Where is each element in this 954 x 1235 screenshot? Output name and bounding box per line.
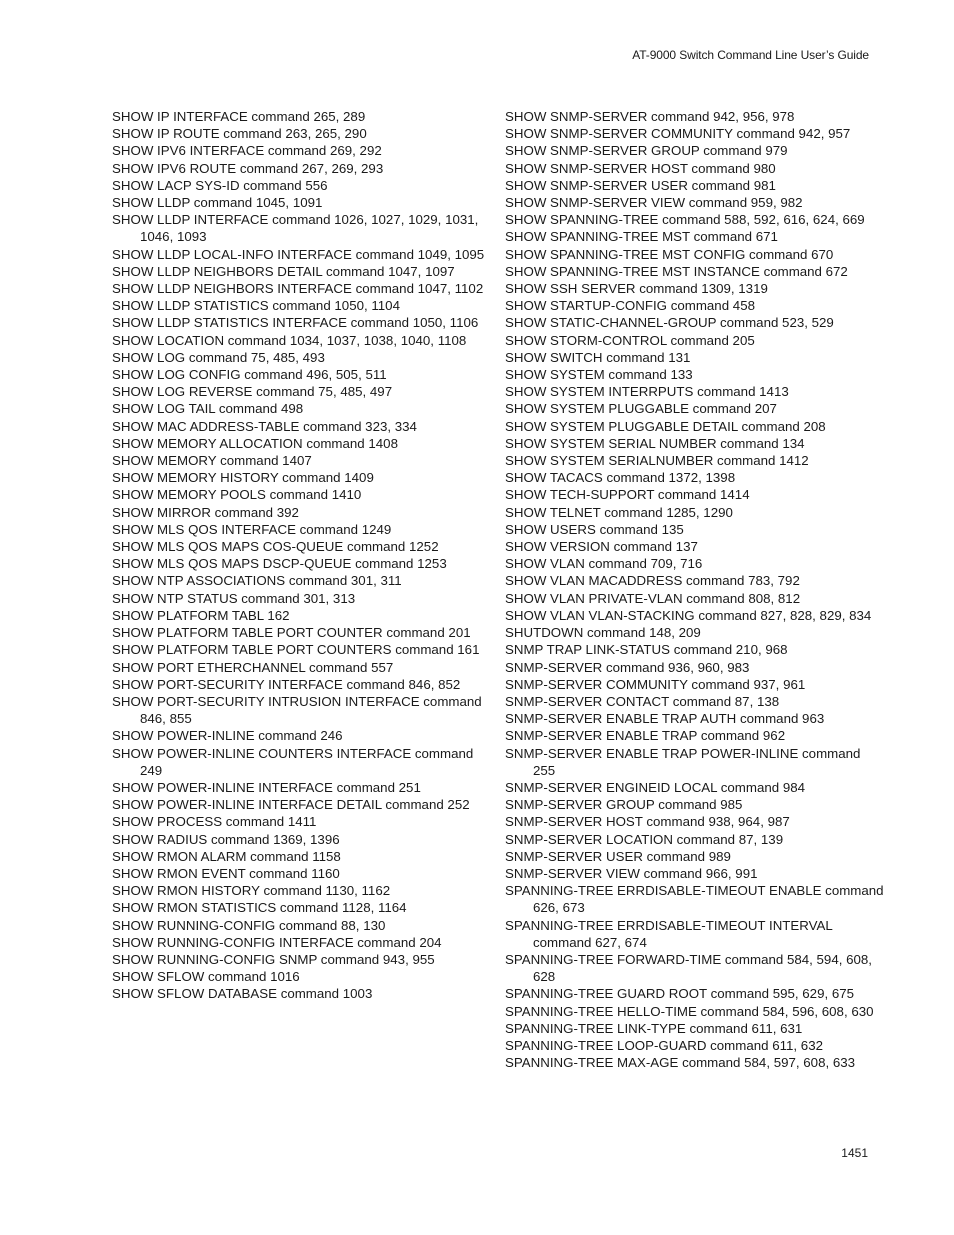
index-entry: SPANNING-TREE ERRDISABLE-TIMEOUT ENABLE command 626, 673 — [505, 883, 884, 916]
index-entry: SHOW MAC ADDRESS-TABLE command 323, 334 — [112, 418, 417, 434]
index-entry: SHOW PLATFORM TABLE PORT COUNTERS command 161 — [112, 642, 480, 658]
index-entry: SNMP-SERVER COMMUNITY command 937, 961 — [505, 676, 806, 692]
index-entry: SHOW USERS command 135 — [505, 521, 684, 537]
index-entry: SHOW SWITCH command 131 — [505, 349, 691, 365]
index-entry: SNMP-SERVER ENABLE TRAP command 962 — [505, 728, 786, 744]
index-entry: SHOW SNMP-SERVER VIEW command 959, 982 — [505, 195, 803, 211]
index-entry: SHOW PORT-SECURITY INTERFACE command 846, 852 — [112, 676, 461, 692]
index-entry: SHOW RMON HISTORY command 1130, 1162 — [112, 883, 391, 899]
index-entry: SHOW SNMP-SERVER USER command 981 — [505, 177, 776, 193]
index-entry: SHOW MEMORY HISTORY command 1409 — [112, 470, 374, 486]
index-entry: SHOW NTP STATUS command 301, 313 — [112, 590, 356, 606]
index-entry: SHOW LACP SYS-ID command 556 — [112, 177, 328, 193]
index-entry: SNMP TRAP LINK-STATUS command 210, 968 — [505, 642, 788, 658]
index-entry: SHOW LOG command 75, 485, 493 — [112, 349, 325, 365]
index-entry: SPANNING-TREE MAX-AGE command 584, 597, 608, 633 — [505, 1055, 856, 1071]
index-entry: SHOW MIRROR command 392 — [112, 504, 299, 520]
index-entry: SHOW SNMP-SERVER command 942, 956, 978 — [505, 109, 795, 124]
index-entry: SHOW LLDP NEIGHBORS INTERFACE command 1047, 1102 — [112, 281, 484, 297]
index-entry: SPANNING-TREE GUARD ROOT command 595, 629, 675 — [505, 986, 855, 1002]
index-entry: SHOW POWER-INLINE COUNTERS INTERFACE command 249 — [112, 745, 474, 778]
index-entry: SHOW MEMORY ALLOCATION command 1408 — [112, 435, 398, 451]
index-entry: SHOW LLDP NEIGHBORS DETAIL command 1047, 1097 — [112, 263, 455, 279]
index-entry: SHOW POWER-INLINE INTERFACE command 251 — [112, 779, 421, 795]
index-entry: SHOW LOG REVERSE command 75, 485, 497 — [112, 384, 393, 400]
index-entry: SHOW RUNNING-CONFIG INTERFACE command 204 — [112, 934, 442, 950]
index-entry: SPANNING-TREE ERRDISABLE-TIMEOUT INTERVAL command 627, 674 — [505, 917, 833, 950]
index-entry: SHOW PLATFORM TABLE PORT COUNTER command 201 — [112, 625, 471, 641]
index-entry: SHOW SPANNING-TREE MST command 671 — [505, 229, 778, 245]
index-entry: SHOW SPANNING-TREE MST INSTANCE command 672 — [505, 263, 848, 279]
index-entry: SHUTDOWN command 148, 209 — [505, 625, 701, 641]
index-entry: SHOW PLATFORM TABL 162 — [112, 607, 290, 623]
index-entry: SHOW SSH SERVER command 1309, 1319 — [505, 281, 768, 297]
index-entry: SHOW PORT ETHERCHANNEL command 557 — [112, 659, 394, 675]
index-entry: SHOW LOG CONFIG command 496, 505, 511 — [112, 367, 387, 383]
index-entry: SHOW LOCATION command 1034, 1037, 1038, 1040, 1108 — [112, 332, 467, 348]
index-entry: SHOW SYSTEM command 133 — [505, 367, 693, 383]
index-entry: SNMP-SERVER ENGINEID LOCAL command 984 — [505, 779, 806, 795]
index-entry: SHOW TELNET command 1285, 1290 — [505, 504, 733, 520]
index-entry: SHOW SFLOW command 1016 — [112, 969, 300, 985]
index-entry: SHOW VLAN PRIVATE-VLAN command 808, 812 — [505, 590, 801, 606]
index-entry: SHOW IPV6 ROUTE command 267, 269, 293 — [112, 160, 384, 176]
index-entry: SHOW SFLOW DATABASE command 1003 — [112, 986, 373, 1002]
index-entry: SHOW VLAN VLAN-STACKING command 827, 828, 829, 834 — [505, 607, 872, 623]
index-entry: SNMP-SERVER ENABLE TRAP AUTH command 963 — [505, 711, 825, 727]
index-column-left — [112, 108, 494, 1003]
index-entry: SHOW MLS QOS MAPS COS-QUEUE command 1252 — [112, 539, 439, 555]
index-entry: SHOW LLDP command 1045, 1091 — [112, 195, 323, 211]
index-entry: SNMP-SERVER command 936, 960, 983 — [505, 659, 750, 675]
index-entry: SHOW SYSTEM PLUGGABLE command 207 — [505, 401, 777, 417]
index-entry: SPANNING-TREE LINK-TYPE command 611, 631 — [505, 1020, 803, 1036]
index-entry: SHOW SNMP-SERVER GROUP command 979 — [505, 143, 788, 159]
index-entry: SNMP-SERVER CONTACT command 87, 138 — [505, 693, 780, 709]
index-entry: SHOW PROCESS command 1411 — [112, 814, 317, 830]
index-entry: SNMP-SERVER VIEW command 966, 991 — [505, 865, 758, 881]
index-entry: SNMP-SERVER ENABLE TRAP POWER-INLINE command 255 — [505, 745, 861, 778]
index-entry: SPANNING-TREE LOOP-GUARD command 611, 632 — [505, 1037, 823, 1053]
index-entry: SHOW VLAN command 709, 716 — [505, 556, 703, 572]
page-number: 1451 — [841, 1146, 868, 1160]
index-entry: SHOW SNMP-SERVER COMMUNITY command 942, 957 — [505, 126, 851, 142]
index-entry: SHOW SYSTEM SERIALNUMBER command 1412 — [505, 453, 809, 469]
index-entry: SHOW MEMORY command 1407 — [112, 453, 312, 469]
running-header: AT-9000 Switch Command Line User’s Guide — [632, 48, 869, 62]
index-entry: SHOW STARTUP-CONFIG command 458 — [505, 298, 755, 314]
index-entry: SHOW LLDP LOCAL-INFO INTERFACE command 1049, 1095 — [112, 246, 485, 262]
index-entry: SPANNING-TREE FORWARD-TIME command 584, 594, 608, 628 — [505, 951, 872, 985]
index-entry: SHOW MLS QOS INTERFACE command 1249 — [112, 521, 392, 537]
index-entry: SPANNING-TREE HELLO-TIME command 584, 596, 608, 630 — [505, 1003, 874, 1019]
index-entry: SHOW RADIUS command 1369, 1396 — [112, 831, 340, 847]
index-entry: SHOW LOG TAIL command 498 — [112, 401, 304, 417]
index-entry: SHOW IP ROUTE command 263, 265, 290 — [112, 126, 367, 142]
index-entry: SHOW MLS QOS MAPS DSCP-QUEUE command 1253 — [112, 556, 447, 572]
index-entry: SHOW TECH-SUPPORT command 1414 — [505, 487, 750, 503]
index-entry: SHOW RUNNING-CONFIG command 88, 130 — [112, 917, 386, 933]
index-entry: SNMP-SERVER LOCATION command 87, 139 — [505, 831, 784, 847]
index-entry: SHOW RMON STATISTICS command 1128, 1164 — [112, 900, 407, 916]
index-entry: SHOW SYSTEM SERIAL NUMBER command 134 — [505, 435, 805, 451]
index-entry: SHOW STORM-CONTROL command 205 — [505, 332, 755, 348]
index-entry: SHOW RUNNING-CONFIG SNMP command 943, 955 — [112, 951, 435, 967]
index-column-right — [505, 108, 885, 1071]
index-entry: SHOW POWER-INLINE INTERFACE DETAIL command 252 — [112, 797, 470, 813]
index-entry: SHOW LLDP INTERFACE command 1026, 1027, 1029, 1031, 1046, 1093 — [112, 212, 479, 245]
index-entry: SHOW NTP ASSOCIATIONS command 301, 311 — [112, 573, 402, 589]
index-entry: SHOW TACACS command 1372, 1398 — [505, 470, 736, 486]
index-entry: SHOW LLDP STATISTICS command 1050, 1104 — [112, 298, 400, 314]
index-entry: SHOW SNMP-SERVER HOST command 980 — [505, 160, 776, 176]
index-entry: SHOW VLAN MACADDRESS command 783, 792 — [505, 573, 800, 589]
index-entry: SHOW STATIC-CHANNEL-GROUP command 523, 529 — [505, 315, 834, 331]
index-entry: SHOW MEMORY POOLS command 1410 — [112, 487, 362, 503]
index-entry: SNMP-SERVER HOST command 938, 964, 987 — [505, 814, 790, 830]
index-entry: SHOW IPV6 INTERFACE command 269, 292 — [112, 143, 382, 159]
index-entry: SHOW IP INTERFACE command 265, 289 — [112, 109, 366, 124]
index-entry: SHOW LLDP STATISTICS INTERFACE command 1050, 1106 — [112, 315, 479, 331]
index-entry: SHOW SYSTEM INTERRPUTS command 1413 — [505, 384, 789, 400]
index-entry: SHOW POWER-INLINE command 246 — [112, 728, 343, 744]
index-entry: SHOW SPANNING-TREE command 588, 592, 616, 624, 669 — [505, 212, 865, 228]
index-entry: SNMP-SERVER USER command 989 — [505, 848, 731, 864]
index-entry: SHOW VERSION command 137 — [505, 539, 698, 555]
index-entry: SNMP-SERVER GROUP command 985 — [505, 797, 743, 813]
index-entry: SHOW RMON ALARM command 1158 — [112, 848, 341, 864]
index-entry: SHOW SYSTEM PLUGGABLE DETAIL command 208 — [505, 418, 826, 434]
index-entry: SHOW RMON EVENT command 1160 — [112, 865, 340, 881]
index-entry: SHOW PORT-SECURITY INTRUSION INTERFACE command 846, 855 — [112, 693, 482, 727]
index-entry: SHOW SPANNING-TREE MST CONFIG command 670 — [505, 246, 834, 262]
